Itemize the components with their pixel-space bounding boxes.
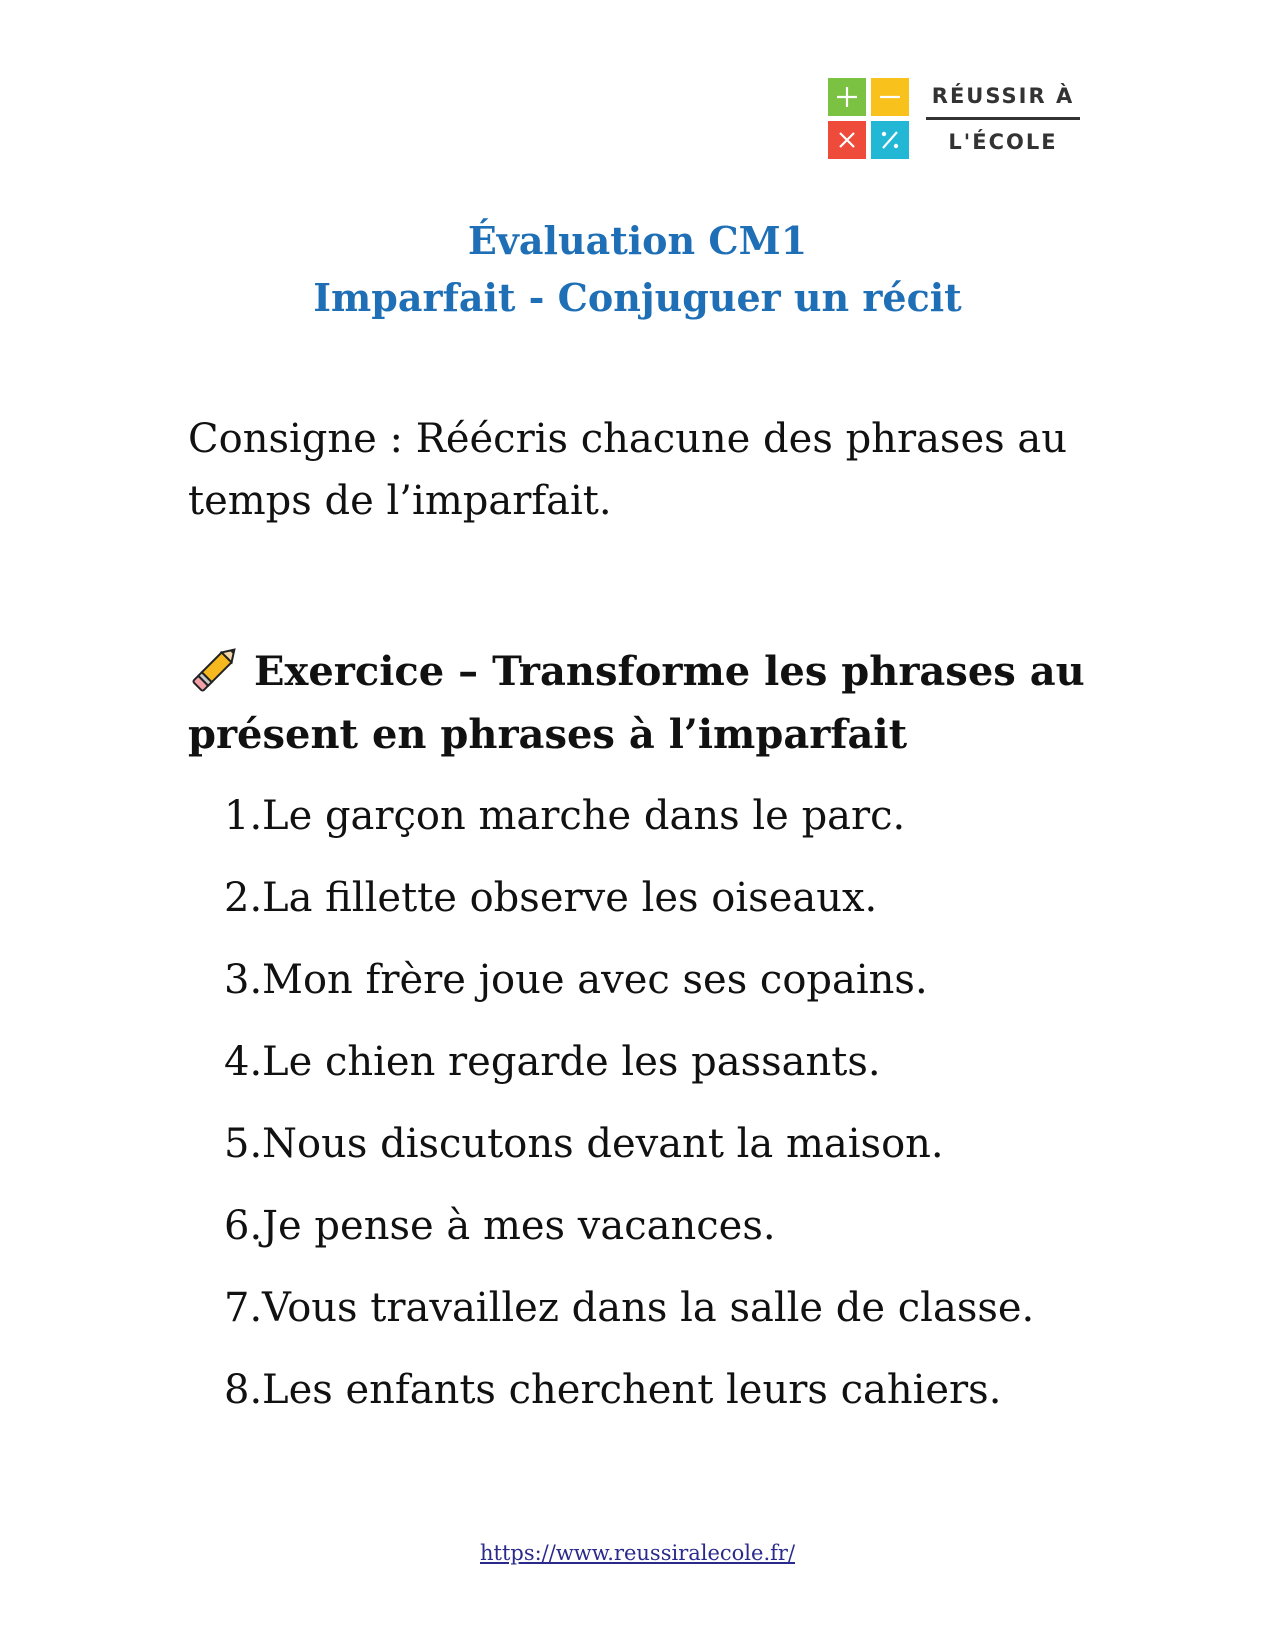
item-number: 5.: [224, 1121, 263, 1167]
item-text: Nous discutons devant la maison.: [262, 1121, 944, 1167]
item-number: 1.: [224, 793, 263, 839]
item-number: 3.: [224, 957, 263, 1003]
item-text: Le garçon marche dans le parc.: [262, 793, 906, 839]
pencil-icon: [188, 641, 244, 695]
item-text: Les enfants cherchent leurs cahiers.: [262, 1367, 1002, 1413]
item-number: 8.: [224, 1367, 263, 1413]
plus-icon: [828, 78, 866, 116]
logo-line-1: RÉUSSIR À: [931, 84, 1075, 108]
item-text: La fillette observe les oiseaux.: [262, 875, 878, 921]
title-line-1: Évaluation CM1: [467, 218, 808, 263]
footer: [0, 1541, 1275, 1565]
exercise-heading-text: Exercice – Transforme les phrases au présent en phrases à l’imparfait: [188, 648, 1085, 758]
item-text: Mon frère joue avec ses copains.: [262, 957, 928, 1003]
item-text: Le chien regarde les passants.: [262, 1039, 881, 1085]
exercise-list: [224, 786, 1124, 1442]
item-number: 7.: [224, 1285, 263, 1331]
list-item: [224, 1360, 1124, 1442]
list-item: [224, 1032, 1124, 1114]
logo-line-2: L'ÉCOLE: [948, 130, 1058, 154]
list-item: [224, 868, 1124, 950]
item-text: Je pense à mes vacances.: [262, 1203, 776, 1249]
logo-divider: [926, 117, 1080, 120]
item-number: 2.: [224, 875, 263, 921]
website-link[interactable]: https://www.reussiralecole.fr/: [479, 1541, 796, 1565]
page-title: [0, 212, 1275, 326]
logo-wordmark: [926, 78, 1080, 160]
percent-icon: [871, 121, 909, 159]
list-item: [224, 1196, 1124, 1278]
item-text: Vous travaillez dans la salle de classe.: [262, 1285, 1035, 1331]
list-item: [224, 950, 1124, 1032]
item-number: 4.: [224, 1039, 263, 1085]
list-item: [224, 786, 1124, 868]
item-number: 6.: [224, 1203, 263, 1249]
title-line-2: Imparfait - Conjuguer un récit: [313, 275, 962, 320]
instruction-text: Consigne : Réécris chacune des phrases au temps de l’imparfait.: [188, 416, 1067, 524]
times-icon: [828, 121, 866, 159]
list-item: [224, 1278, 1124, 1360]
logo-grid: [828, 78, 910, 160]
minus-icon: [871, 78, 909, 116]
exercise-heading: [188, 640, 1088, 766]
site-logo: [828, 78, 1080, 160]
list-item: [224, 1114, 1124, 1196]
